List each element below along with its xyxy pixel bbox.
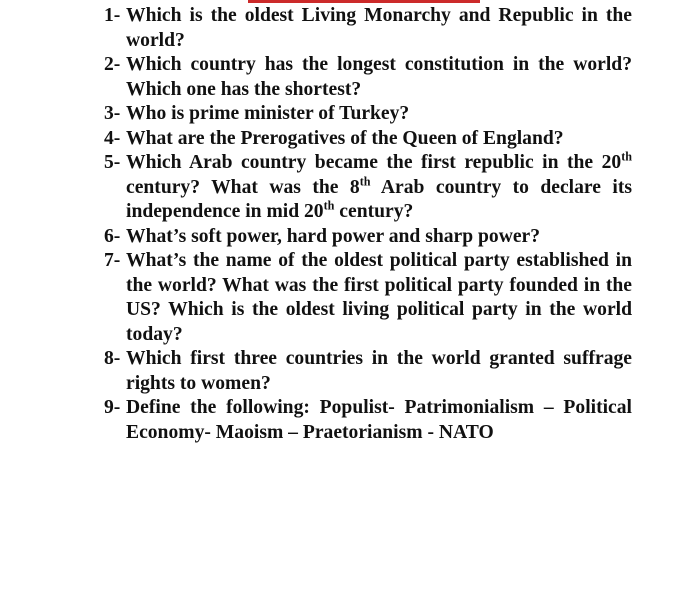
- question-text: Define the following: Populist- Patrimonialism – Political Economy- Maoism – Praetorianism - NATO: [126, 397, 632, 443]
- question-number: 2-: [104, 54, 121, 75]
- question-number: 7-: [104, 250, 121, 271]
- question-number: 3-: [104, 103, 121, 124]
- question-7: [104, 249, 632, 347]
- question-number: 4-: [104, 127, 121, 149]
- question-number: 5-: [104, 152, 121, 173]
- question-text: Which is the oldest Living Monarchy and Republic in the world?: [126, 5, 632, 51]
- question-3: [104, 102, 632, 127]
- question-number: 1-: [104, 5, 121, 26]
- question-text: What are the Prerogatives of the Queen of England?: [126, 127, 564, 149]
- question-list: [104, 4, 632, 445]
- question-1: [104, 4, 632, 53]
- question-number: 9-: [104, 397, 121, 418]
- question-text: What’s the name of the oldest political party established in the world? What was the first political party founded in the US? Which is the oldest living political party in the world today?: [126, 250, 632, 345]
- question-number: 8-: [104, 348, 121, 369]
- question-text: What’s soft power, hard power and sharp power?: [126, 225, 541, 247]
- red-underline-fragment: [248, 0, 480, 3]
- question-text: Which Arab country became the first republic in the 20th century? What was the 8th Arab country to declare its independence in mid 20th century?: [126, 149, 633, 222]
- question-2: [104, 53, 632, 102]
- question-8: [104, 347, 632, 396]
- superscript-th: th: [621, 149, 632, 164]
- question-4: [104, 127, 632, 152]
- question-9: [104, 396, 632, 445]
- question-text: Which country has the longest constitution in the world? Which one has the shortest?: [126, 54, 632, 100]
- question-text: Which first three countries in the world granted suffrage rights to women?: [126, 348, 632, 394]
- question-number: 6-: [104, 225, 121, 247]
- superscript-th: th: [323, 198, 335, 213]
- question-6: [104, 225, 632, 250]
- superscript-th: th: [359, 173, 371, 188]
- question-5: [104, 151, 632, 225]
- question-text: Who is prime minister of Turkey?: [126, 103, 410, 124]
